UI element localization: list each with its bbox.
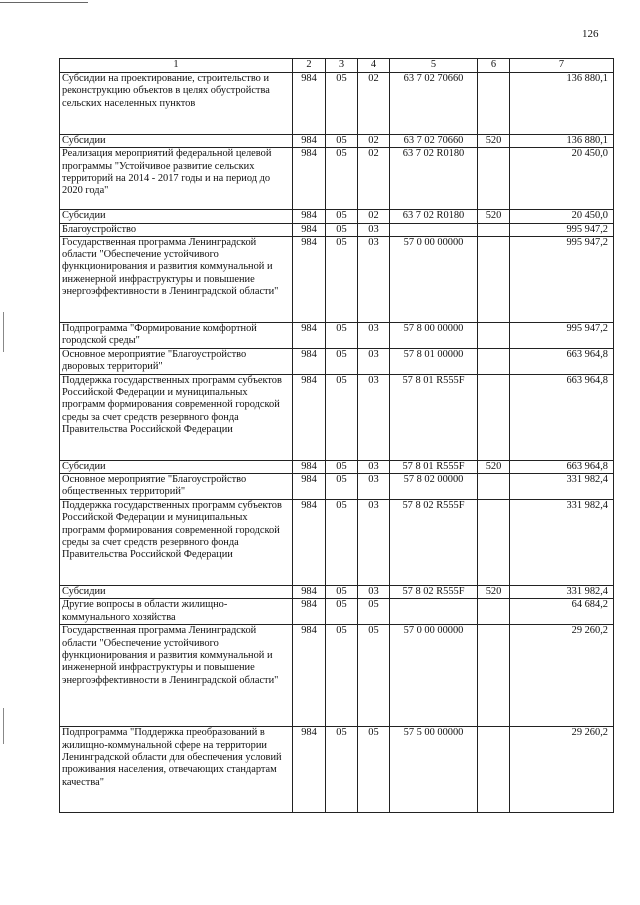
row-name-cell: Субсидии на проектирование, строительство и реконструкцию объектов в целях обустройства сельских населенных пунктов bbox=[60, 73, 293, 135]
table-row bbox=[60, 727, 614, 813]
column-header: 3 bbox=[326, 59, 358, 73]
table-row bbox=[60, 374, 614, 460]
row-section-cell: 05 bbox=[326, 348, 358, 374]
column-header: 7 bbox=[510, 59, 614, 73]
row-section-cell: 05 bbox=[326, 135, 358, 148]
row-target-code-cell: 63 7 02 R0180 bbox=[390, 210, 478, 223]
row-name-cell: Государственная программа Ленинградской области "Обеспечение устойчивого функционирования и развития коммунальной и инженерной инфраструктуры и повышение энергоэффективности в Ленинградской области" bbox=[60, 625, 293, 727]
row-name-cell: Субсидии bbox=[60, 210, 293, 223]
table-body bbox=[60, 73, 614, 813]
row-section-cell: 05 bbox=[326, 374, 358, 460]
row-sum-cell: 331 982,4 bbox=[510, 474, 614, 500]
row-sum-cell: 20 450,0 bbox=[510, 210, 614, 223]
row-section-cell: 05 bbox=[326, 148, 358, 210]
row-grbs-cell: 984 bbox=[293, 374, 326, 460]
row-expense-type-cell bbox=[478, 322, 510, 348]
row-section-cell: 05 bbox=[326, 586, 358, 599]
row-sum-cell: 331 982,4 bbox=[510, 586, 614, 599]
row-section-cell: 05 bbox=[326, 223, 358, 236]
row-sum-cell: 663 964,8 bbox=[510, 460, 614, 473]
budget-table bbox=[59, 58, 614, 813]
row-section-cell: 05 bbox=[326, 236, 358, 322]
row-sum-cell: 995 947,2 bbox=[510, 223, 614, 236]
row-subsection-cell: 05 bbox=[358, 599, 390, 625]
row-expense-type-cell bbox=[478, 223, 510, 236]
row-grbs-cell: 984 bbox=[293, 322, 326, 348]
table-row bbox=[60, 500, 614, 586]
table-row bbox=[60, 148, 614, 210]
row-section-cell: 05 bbox=[326, 73, 358, 135]
row-grbs-cell: 984 bbox=[293, 460, 326, 473]
row-sum-cell: 29 260,2 bbox=[510, 727, 614, 813]
row-expense-type-cell bbox=[478, 148, 510, 210]
column-header: 4 bbox=[358, 59, 390, 73]
row-section-cell: 05 bbox=[326, 599, 358, 625]
row-sum-cell: 995 947,2 bbox=[510, 322, 614, 348]
row-section-cell: 05 bbox=[326, 460, 358, 473]
row-expense-type-cell bbox=[478, 599, 510, 625]
row-expense-type-cell bbox=[478, 73, 510, 135]
row-subsection-cell: 03 bbox=[358, 223, 390, 236]
row-subsection-cell: 03 bbox=[358, 374, 390, 460]
row-target-code-cell: 57 8 01 00000 bbox=[390, 348, 478, 374]
column-header: 6 bbox=[478, 59, 510, 73]
row-expense-type-cell: 520 bbox=[478, 135, 510, 148]
row-name-cell: Субсидии bbox=[60, 460, 293, 473]
row-expense-type-cell bbox=[478, 236, 510, 322]
table-row bbox=[60, 625, 614, 727]
row-expense-type-cell bbox=[478, 374, 510, 460]
row-sum-cell: 20 450,0 bbox=[510, 148, 614, 210]
column-header-row bbox=[60, 59, 614, 73]
row-target-code-cell: 63 7 02 70660 bbox=[390, 135, 478, 148]
row-expense-type-cell: 520 bbox=[478, 210, 510, 223]
row-target-code-cell: 63 7 02 70660 bbox=[390, 73, 478, 135]
column-header: 1 bbox=[60, 59, 293, 73]
row-subsection-cell: 03 bbox=[358, 236, 390, 322]
table-row bbox=[60, 586, 614, 599]
row-target-code-cell: 57 5 00 00000 bbox=[390, 727, 478, 813]
row-subsection-cell: 03 bbox=[358, 474, 390, 500]
row-grbs-cell: 984 bbox=[293, 500, 326, 586]
row-grbs-cell: 984 bbox=[293, 348, 326, 374]
table-row bbox=[60, 460, 614, 473]
table-row bbox=[60, 322, 614, 348]
row-name-cell: Другие вопросы в области жилищно-коммунального хозяйства bbox=[60, 599, 293, 625]
row-target-code-cell: 63 7 02 R0180 bbox=[390, 148, 478, 210]
row-target-code-cell: 57 0 00 00000 bbox=[390, 625, 478, 727]
row-sum-cell: 136 880,1 bbox=[510, 135, 614, 148]
row-section-cell: 05 bbox=[326, 500, 358, 586]
row-target-code-cell: 57 8 01 R555F bbox=[390, 460, 478, 473]
row-name-cell: Благоустройство bbox=[60, 223, 293, 236]
row-expense-type-cell: 520 bbox=[478, 586, 510, 599]
row-sum-cell: 663 964,8 bbox=[510, 374, 614, 460]
row-name-cell: Субсидии bbox=[60, 135, 293, 148]
table-row bbox=[60, 210, 614, 223]
row-sum-cell: 64 684,2 bbox=[510, 599, 614, 625]
row-expense-type-cell bbox=[478, 474, 510, 500]
row-grbs-cell: 984 bbox=[293, 148, 326, 210]
row-target-code-cell: 57 8 02 R555F bbox=[390, 586, 478, 599]
row-target-code-cell bbox=[390, 223, 478, 236]
row-target-code-cell bbox=[390, 599, 478, 625]
row-target-code-cell: 57 8 02 R555F bbox=[390, 500, 478, 586]
row-section-cell: 05 bbox=[326, 727, 358, 813]
row-sum-cell: 995 947,2 bbox=[510, 236, 614, 322]
row-name-cell: Подпрограмма "Формирование комфортной городской среды" bbox=[60, 322, 293, 348]
row-grbs-cell: 984 bbox=[293, 599, 326, 625]
row-subsection-cell: 02 bbox=[358, 210, 390, 223]
row-section-cell: 05 bbox=[326, 210, 358, 223]
row-grbs-cell: 984 bbox=[293, 236, 326, 322]
row-expense-type-cell bbox=[478, 500, 510, 586]
row-subsection-cell: 02 bbox=[358, 135, 390, 148]
row-section-cell: 05 bbox=[326, 322, 358, 348]
row-name-cell: Поддержка государственных программ субъектов Российской Федерации и муниципальных программ формирования современной городской среды за счет средств резервного фонда Правительства Российской Федерации bbox=[60, 374, 293, 460]
table-row bbox=[60, 223, 614, 236]
scan-edge-mark bbox=[0, 2, 88, 3]
row-sum-cell: 331 982,4 bbox=[510, 500, 614, 586]
scan-edge-mark bbox=[3, 708, 4, 744]
column-header: 5 bbox=[390, 59, 478, 73]
row-grbs-cell: 984 bbox=[293, 73, 326, 135]
row-name-cell: Основное мероприятие "Благоустройство общественных территорий" bbox=[60, 474, 293, 500]
row-subsection-cell: 03 bbox=[358, 460, 390, 473]
row-target-code-cell: 57 8 00 00000 bbox=[390, 322, 478, 348]
row-subsection-cell: 02 bbox=[358, 73, 390, 135]
table-row bbox=[60, 236, 614, 322]
row-grbs-cell: 984 bbox=[293, 474, 326, 500]
row-subsection-cell: 03 bbox=[358, 348, 390, 374]
row-subsection-cell: 03 bbox=[358, 500, 390, 586]
row-name-cell: Государственная программа Ленинградской области "Обеспечение устойчивого функционирования и развития коммунальной и инженерной инфраструктуры и повышение энергоэффективности в Ленинградской области" bbox=[60, 236, 293, 322]
column-header: 2 bbox=[293, 59, 326, 73]
row-grbs-cell: 984 bbox=[293, 586, 326, 599]
table-row bbox=[60, 348, 614, 374]
row-section-cell: 05 bbox=[326, 474, 358, 500]
page-number: 126 bbox=[582, 28, 599, 40]
row-sum-cell: 663 964,8 bbox=[510, 348, 614, 374]
row-target-code-cell: 57 0 00 00000 bbox=[390, 236, 478, 322]
row-grbs-cell: 984 bbox=[293, 135, 326, 148]
table-row bbox=[60, 73, 614, 135]
row-sum-cell: 136 880,1 bbox=[510, 73, 614, 135]
row-subsection-cell: 05 bbox=[358, 625, 390, 727]
row-subsection-cell: 05 bbox=[358, 727, 390, 813]
row-name-cell: Поддержка государственных программ субъектов Российской Федерации и муниципальных программ формирования современной городской среды за счет средств резервного фонда Правительства Российской Федерации bbox=[60, 500, 293, 586]
table-row bbox=[60, 135, 614, 148]
row-subsection-cell: 03 bbox=[358, 586, 390, 599]
row-name-cell: Реализация мероприятий федеральной целевой программы "Устойчивое развитие сельских территорий на 2014 - 2017 годы и на период до 2020 года" bbox=[60, 148, 293, 210]
row-grbs-cell: 984 bbox=[293, 625, 326, 727]
scan-edge-mark bbox=[3, 312, 4, 352]
row-expense-type-cell: 520 bbox=[478, 460, 510, 473]
row-name-cell: Основное мероприятие "Благоустройство дворовых территорий" bbox=[60, 348, 293, 374]
row-sum-cell: 29 260,2 bbox=[510, 625, 614, 727]
row-target-code-cell: 57 8 02 00000 bbox=[390, 474, 478, 500]
row-expense-type-cell bbox=[478, 348, 510, 374]
table-row bbox=[60, 599, 614, 625]
row-target-code-cell: 57 8 01 R555F bbox=[390, 374, 478, 460]
row-grbs-cell: 984 bbox=[293, 210, 326, 223]
table-row bbox=[60, 474, 614, 500]
row-section-cell: 05 bbox=[326, 625, 358, 727]
row-expense-type-cell bbox=[478, 625, 510, 727]
row-subsection-cell: 02 bbox=[358, 148, 390, 210]
row-grbs-cell: 984 bbox=[293, 223, 326, 236]
row-expense-type-cell bbox=[478, 727, 510, 813]
row-subsection-cell: 03 bbox=[358, 322, 390, 348]
row-name-cell: Подпрограмма "Поддержка преобразований в жилищно-коммунальной сфере на территории Ленинградской области для обеспечения условий проживания населения, отвечающих стандартам качества" bbox=[60, 727, 293, 813]
row-grbs-cell: 984 bbox=[293, 727, 326, 813]
row-name-cell: Субсидии bbox=[60, 586, 293, 599]
